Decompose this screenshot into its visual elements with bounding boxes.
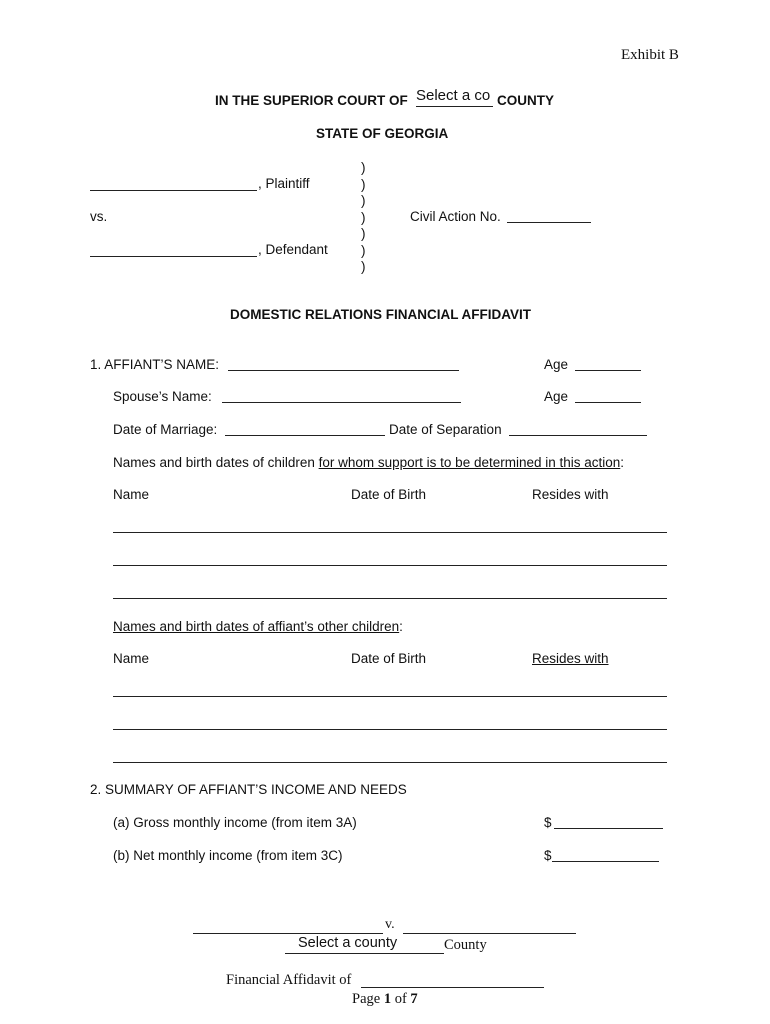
footer-county-select[interactable] <box>285 935 444 954</box>
other-child-row-1[interactable] <box>113 681 667 697</box>
gross-income-field[interactable] <box>554 813 663 829</box>
date-of-separation-field[interactable] <box>509 420 647 436</box>
court-suffix: COUNTY <box>497 93 554 108</box>
caption-parens: ) ) ) ) ) ) ) <box>361 160 366 274</box>
col-resides-header: Resides with <box>532 487 609 502</box>
affiant-name-label: 1. AFFIANT’S NAME: <box>90 357 220 372</box>
net-income-label: (b) Net monthly income (from item 3C) <box>113 848 343 863</box>
other-child-row-2[interactable] <box>113 714 667 730</box>
other-children-label: Names and birth dates of affiant’s other children: <box>113 619 403 634</box>
spouse-age-field[interactable] <box>575 387 641 403</box>
gross-currency-symbol: $ <box>544 815 552 830</box>
col-name-header: Name <box>113 487 150 502</box>
date-of-separation-label: Date of Separation <box>389 422 502 437</box>
page-number: Page 1 of 7 <box>352 991 418 1007</box>
court-prefix: IN THE SUPERIOR COURT OF <box>215 93 408 108</box>
civil-action-label: Civil Action No. <box>410 209 501 224</box>
other-col-name-header: Name <box>113 651 150 666</box>
child-row-1[interactable] <box>113 517 667 533</box>
exhibit-label: Exhibit B <box>621 47 679 63</box>
net-currency-symbol: $ <box>544 848 552 863</box>
defendant-label: , Defendant <box>258 242 328 257</box>
other-col-dob-header: Date of Birth <box>351 651 427 666</box>
footer-v-label: v. <box>385 917 395 932</box>
county-select[interactable] <box>416 87 493 107</box>
defendant-field[interactable] <box>90 241 257 257</box>
gross-income-label: (a) Gross monthly income (from item 3A) <box>113 815 357 830</box>
spouse-name-field[interactable] <box>222 387 461 403</box>
footer-affidavit-of-label: Financial Affidavit of <box>226 972 352 988</box>
county-select-value: Select a co <box>416 87 491 104</box>
civil-action-field[interactable] <box>507 207 591 223</box>
child-row-3[interactable] <box>113 583 667 599</box>
vs-label: vs. <box>90 209 108 224</box>
net-income-field[interactable] <box>552 846 659 862</box>
footer-plaintiff-field[interactable] <box>193 918 383 934</box>
date-of-marriage-label: Date of Marriage: <box>113 422 218 437</box>
other-col-resides-header: Resides with <box>532 651 609 666</box>
child-row-2[interactable] <box>113 550 667 566</box>
footer-defendant-field[interactable] <box>403 918 576 934</box>
footer-county-select-value: Select a county <box>298 935 398 951</box>
state-title: STATE OF GEORGIA <box>316 126 449 141</box>
footer-county-label: County <box>444 937 487 953</box>
section2-heading: 2. SUMMARY OF AFFIANT’S INCOME AND NEEDS <box>90 782 407 797</box>
footer-affiant-field[interactable] <box>361 972 544 988</box>
spouse-name-label: Spouse’s Name: <box>113 389 212 404</box>
affiant-name-field[interactable] <box>228 355 459 371</box>
plaintiff-label: , Plaintiff <box>258 176 310 191</box>
spouse-age-label: Age <box>544 389 569 404</box>
other-child-row-3[interactable] <box>113 747 667 763</box>
affiant-age-label: Age <box>544 357 569 372</box>
date-of-marriage-field[interactable] <box>225 420 385 436</box>
affiant-age-field[interactable] <box>575 355 641 371</box>
col-dob-header: Date of Birth <box>351 487 427 502</box>
children-label: Names and birth dates of children for whom support is to be determined in this action: <box>113 455 625 470</box>
affidavit-title: DOMESTIC RELATIONS FINANCIAL AFFIDAVIT <box>230 307 531 322</box>
plaintiff-field[interactable] <box>90 175 257 191</box>
